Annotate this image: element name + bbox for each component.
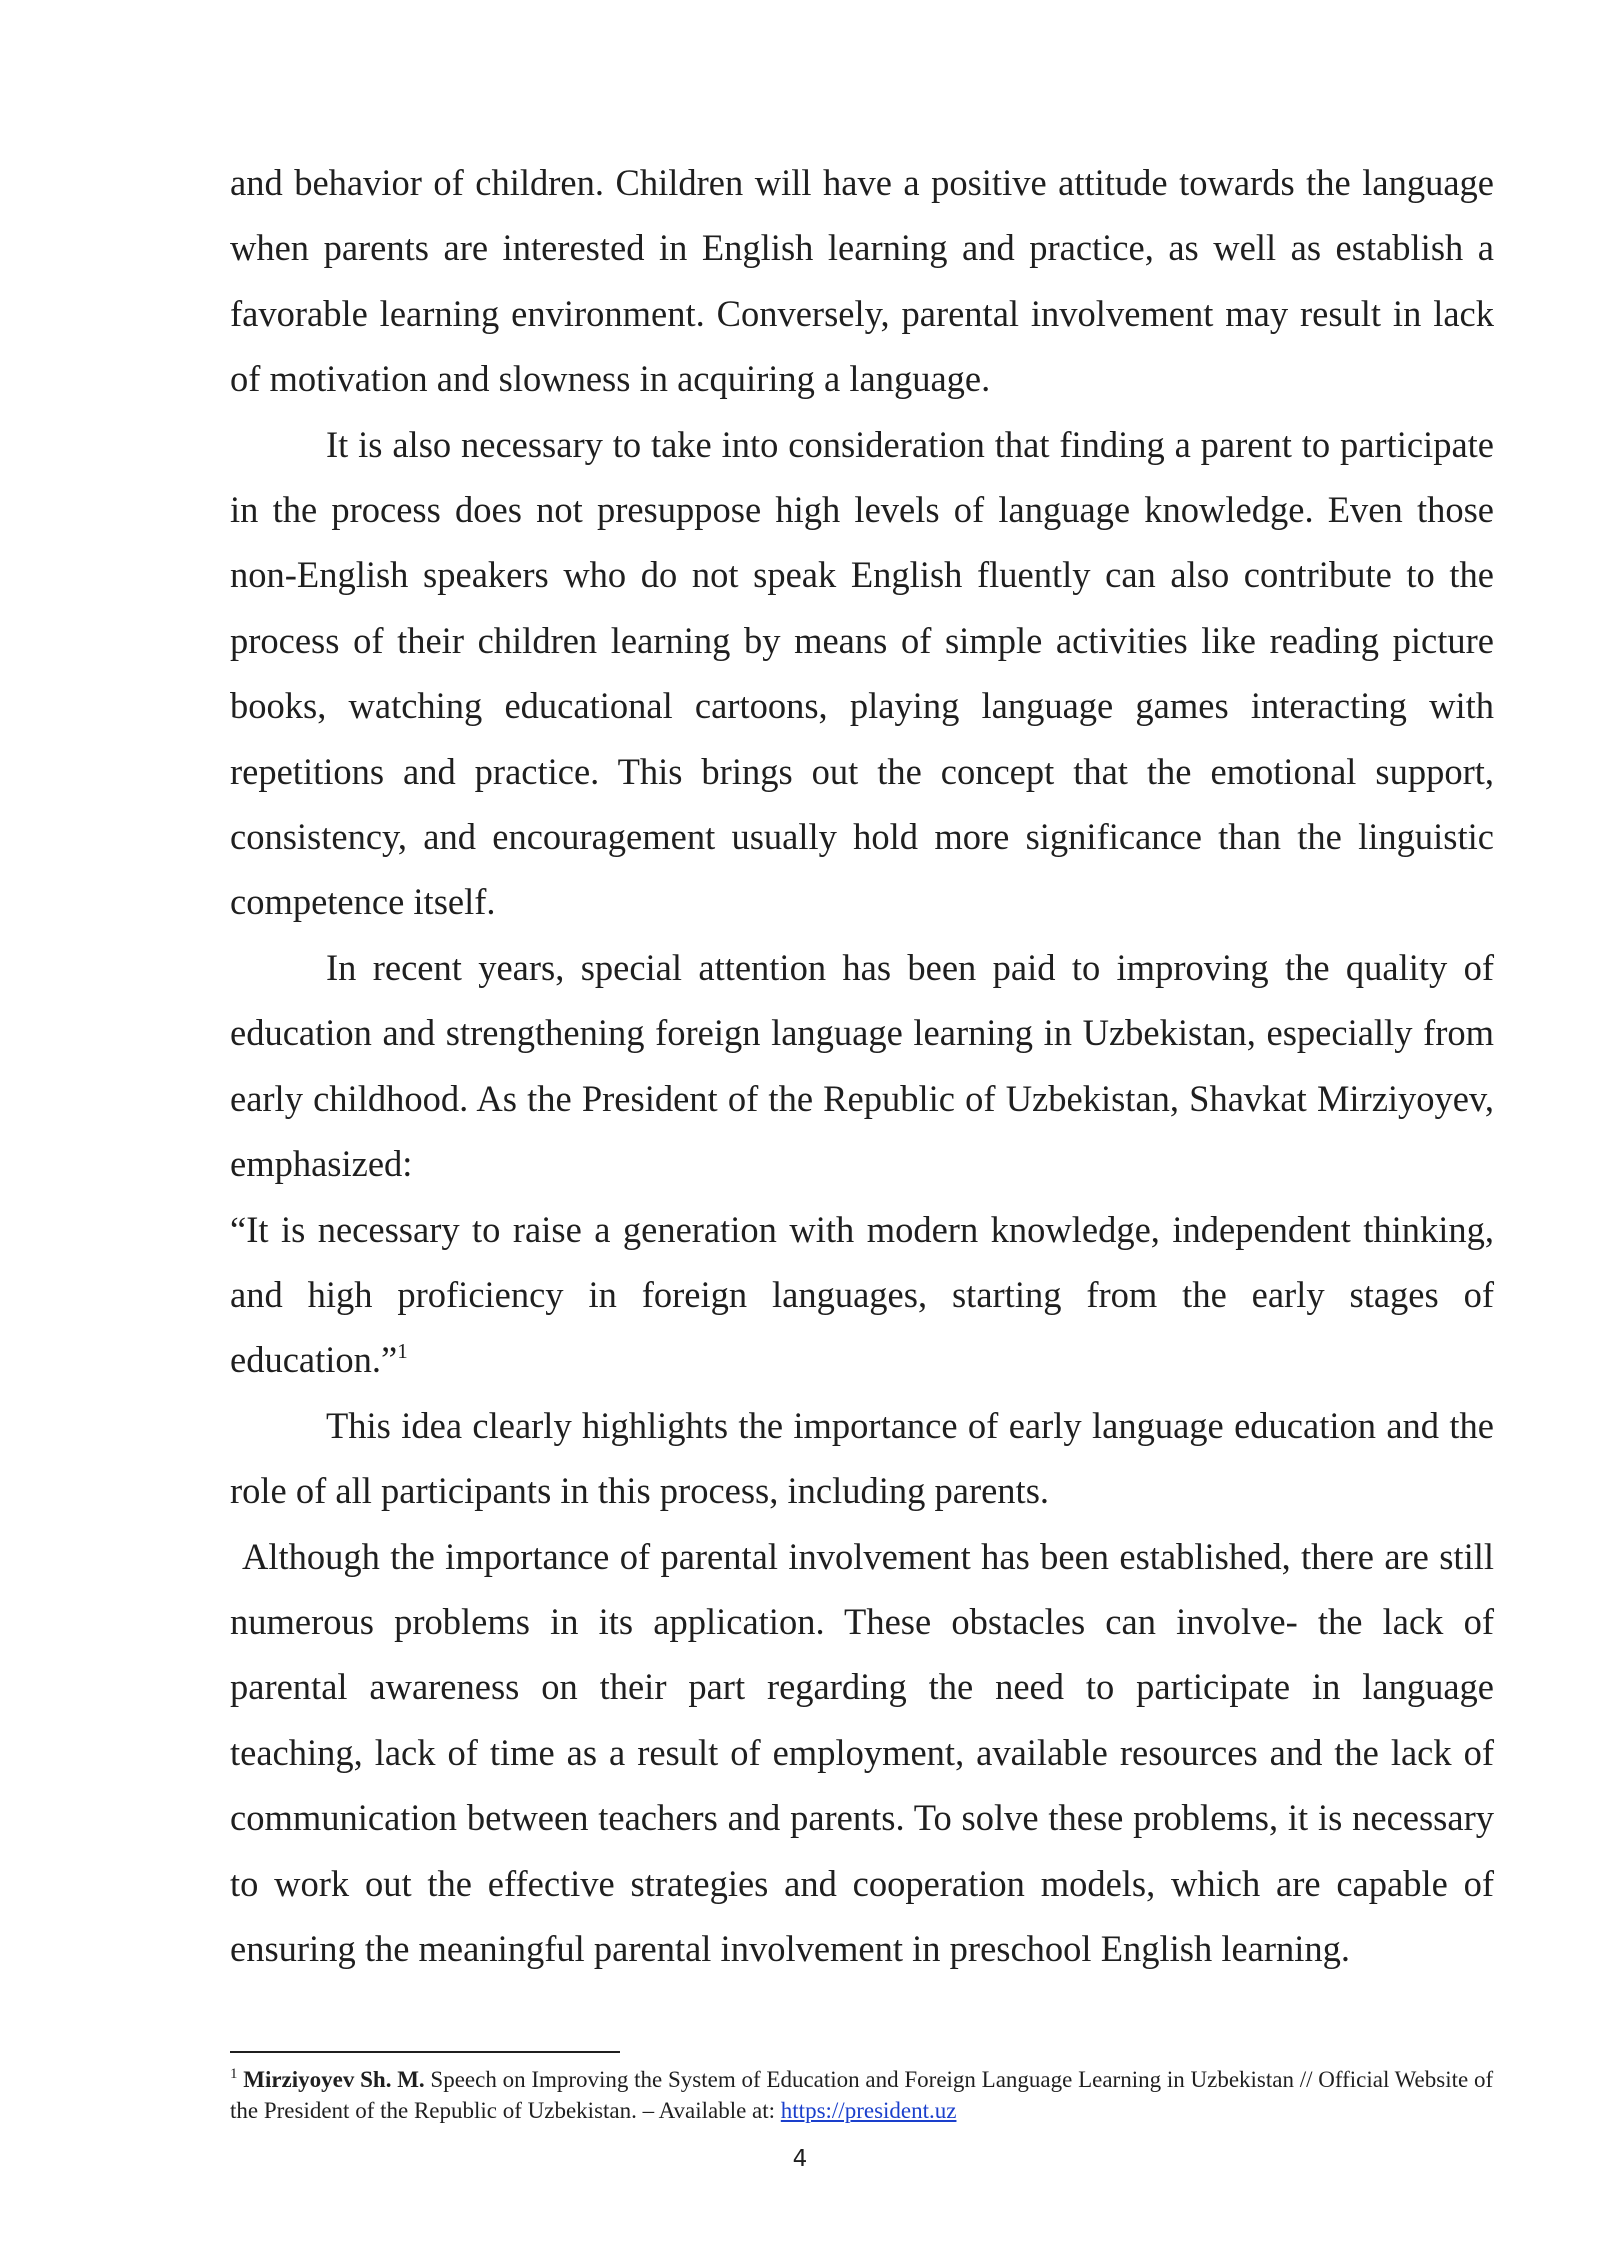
footnote-separator [230,2051,620,2053]
paragraph-2: It is also necessary to take into consideration that finding a parent to participate in the process does not presuppose high levels of language knowledge. Even those non-English speakers who do not speak English fluently can also contribute to the process of their children learning by means of simple activities like reading picture books, watching educational cartoons, playing language games interacting with repetitions and practice. This brings out the concept that the emotional support, consistency, and encouragement usually hold more significance than the linguistic competence itself. [230,423,1494,923]
paragraph-1: and behavior of children. Children will have a positive attitude towards the language when parents are interested in English learning and practice, as well as establish a favorable learning environment. Conversely, parental involvement may result in lack of motivation and slowness in acquiring a language. [230,162,1494,400]
footnote-marker: 1 [230,2066,238,2082]
footnote-reference[interactable]: 1 [397,1339,408,1364]
president-quote [230,1197,1494,1393]
page-body [230,150,1494,1981]
footnote-author: Mirziyoyev Sh. M. [243,2067,425,2092]
footnote-text: Speech on Improving the System of Education and Foreign Language Learning in Uzbekistan // Official Website of the President of the Republic of Uzbekistan. – Available at: [230,2067,1494,2123]
footnote-link[interactable]: https://president.uz [780,2098,957,2123]
paragraph-5: Although the importance of parental involvement has been established, there are still numerous problems in its application. These obstacles can involve- the lack of parental awareness on their part regarding the need to participate in language teaching, lack of time as a result of employment, available resources and the lack of communication between teachers and parents. To solve these problems, it is necessary to work out the effective strategies and cooperation models, which are capable of ensuring the meaningful parental involvement in preschool English learning. [230,1535,1494,1969]
footnote [230,2064,1494,2126]
page-number: 4 [792,2146,808,2172]
paragraph-4: This idea clearly highlights the importance of early language education and the role of all participants in this process, including parents. [230,1404,1494,1512]
paragraph-3: In recent years, special attention has been paid to improving the quality of education and strengthening foreign language learning in Uzbekistan, especially from early childhood. As the President of the Republic of Uzbekistan, Shavkat Mirziyoyev, emphasized: [230,946,1494,1185]
quote-text: “It is necessary to raise a generation with modern knowledge, independent thinking, and high proficiency in foreign languages, starting from the early stages of education.” [230,1208,1494,1381]
